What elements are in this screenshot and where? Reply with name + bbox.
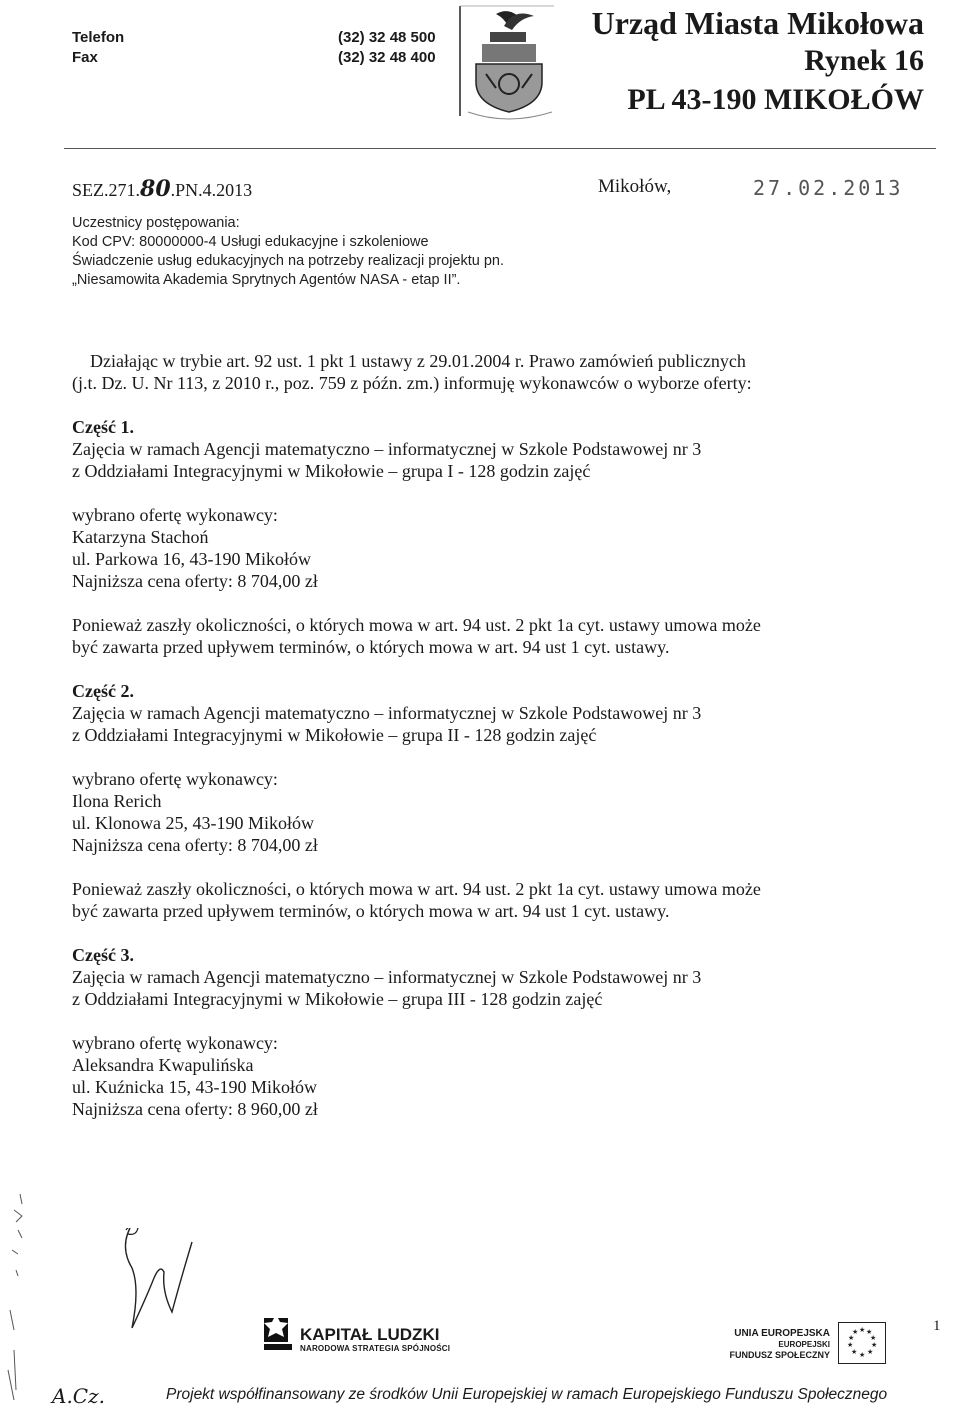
section-subject: z Oddziałami Integracyjnymi w Mikołowie – grupa III - 128 godzin zajęć bbox=[72, 989, 603, 1009]
eu-flag-icon bbox=[838, 1322, 886, 1364]
place-label: Mikołów, bbox=[598, 176, 672, 197]
recipients-block bbox=[72, 214, 504, 290]
organization-block bbox=[592, 4, 924, 120]
eu-fund-logo bbox=[700, 1328, 830, 1361]
svg-text:★: ★ bbox=[866, 1328, 873, 1336]
section-subject: z Oddziałami Integracyjnymi w Mikołowie – grupa I - 128 godzin zajęć bbox=[72, 461, 591, 481]
section-heading: Część 3. bbox=[72, 945, 134, 965]
handwritten-number: 80 bbox=[140, 176, 171, 202]
handwritten-initials: A.Cz. bbox=[52, 1384, 105, 1408]
intro-line: Działając w trybie art. 92 ust. 1 pkt 1 ustawy z 29.01.2004 r. Prawo zamówień publicznych bbox=[90, 351, 746, 371]
legal-note: Ponieważ zaszły okoliczności, o których mowa w art. 94 ust. 2 pkt 1a cyt. ustawy umowa może bbox=[72, 879, 761, 899]
page-number: 1 bbox=[933, 1318, 941, 1334]
intro-line: (j.t. Dz. U. Nr 113, z 2010 r., poz. 759 z późn. zm.) informuję wykonawców o wyborze oferty: bbox=[72, 373, 752, 393]
svg-text:★: ★ bbox=[852, 1328, 859, 1336]
section-heading: Część 1. bbox=[72, 417, 134, 437]
section-subject: Zajęcia w ramach Agencji matematyczno – informatycznej w Szkole Podstawowej nr 3 bbox=[72, 703, 702, 723]
kl-subtitle: NARODOWA STRATEGIA SPÓJNOŚCI bbox=[300, 1344, 451, 1353]
eu-sub2: FUNDUSZ SPOŁECZNY bbox=[729, 1350, 830, 1360]
fax-number: (32) 32 48 400 bbox=[338, 49, 436, 66]
offer-price: Najniższa cena oferty: 8 704,00 zł bbox=[72, 835, 318, 855]
contractor-address: ul. Kuźnicka 15, 43-190 Mikołów bbox=[72, 1077, 317, 1097]
legal-note: Ponieważ zaszły okoliczności, o których mowa w art. 94 ust. 2 pkt 1a cyt. ustawy umowa może bbox=[72, 615, 761, 635]
chosen-offer-label: wybrano ofertę wykonawcy: bbox=[72, 1033, 278, 1053]
section-subject: Zajęcia w ramach Agencji matematyczno – informatycznej w Szkole Podstawowej nr 3 bbox=[72, 967, 702, 987]
recipients-line: Świadczenie usług edukacyjnych na potrzeby realizacji projektu pn. bbox=[72, 253, 505, 269]
section-2 bbox=[72, 680, 938, 922]
kl-name: KAPITAŁ LUDZKI bbox=[300, 1325, 440, 1344]
contractor-name: Katarzyna Stachoń bbox=[72, 527, 209, 547]
section-3 bbox=[72, 944, 938, 1120]
reference-number bbox=[72, 176, 252, 202]
offer-price: Najniższa cena oferty: 8 960,00 zł bbox=[72, 1099, 318, 1119]
organization-city: PL 43-190 MIKOŁÓW bbox=[627, 83, 924, 116]
margin-scribble-icon bbox=[0, 1190, 40, 1420]
eu-name: UNIA EUROPEJSKA bbox=[734, 1328, 830, 1339]
document-body bbox=[72, 350, 938, 1120]
contact-block bbox=[72, 28, 436, 68]
svg-text:★: ★ bbox=[870, 1334, 877, 1342]
kapital-ludzki-logo bbox=[300, 1326, 450, 1354]
svg-text:★: ★ bbox=[848, 1334, 855, 1342]
chosen-offer-label: wybrano ofertę wykonawcy: bbox=[72, 505, 278, 525]
fax-label: Fax bbox=[72, 49, 98, 66]
phone-number: (32) 32 48 500 bbox=[338, 29, 436, 46]
section-heading: Część 2. bbox=[72, 681, 134, 701]
svg-text:★: ★ bbox=[871, 1341, 878, 1349]
coat-of-arms-icon bbox=[458, 4, 560, 122]
contractor-name: Aleksandra Kwapulińska bbox=[72, 1055, 254, 1075]
contractor-name: Ilona Rerich bbox=[72, 791, 162, 811]
legal-note: być zawarta przed upływem terminów, o których mowa w art. 94 ust 1 cyt. ustawy. bbox=[72, 637, 670, 657]
reference-prefix: SEZ.271. bbox=[72, 180, 141, 200]
svg-text:★: ★ bbox=[851, 1348, 858, 1356]
offer-price: Najniższa cena oferty: 8 704,00 zł bbox=[72, 571, 318, 591]
chosen-offer-label: wybrano ofertę wykonawcy: bbox=[72, 769, 278, 789]
cofinancing-note: Projekt współfinansowany ze środków Unii Europejskiej w ramach Europejskiego Funduszu Społecznego bbox=[166, 1386, 888, 1403]
contractor-address: ul. Parkowa 16, 43-190 Mikołów bbox=[72, 549, 311, 569]
organization-street: Rynek 16 bbox=[804, 44, 924, 77]
organization-name: Urząd Miasta Mikołowa bbox=[591, 5, 924, 41]
signature-icon bbox=[100, 1228, 220, 1338]
legal-note: być zawarta przed upływem terminów, o których mowa w art. 94 ust 1 cyt. ustawy. bbox=[72, 901, 670, 921]
svg-text:★: ★ bbox=[859, 1351, 866, 1359]
svg-text:★: ★ bbox=[867, 1348, 874, 1356]
svg-text:★: ★ bbox=[847, 1341, 854, 1349]
recipients-line: Kod CPV: 80000000-4 Usługi edukacyjne i szkoleniowe bbox=[72, 234, 429, 250]
svg-text:★: ★ bbox=[859, 1326, 866, 1334]
section-1 bbox=[72, 416, 938, 658]
recipients-line: Uczestnicy postępowania: bbox=[72, 215, 240, 231]
header-divider bbox=[64, 148, 936, 149]
date-stamp: 27.02.2013 bbox=[753, 176, 904, 200]
eu-sub1: EUROPEJSKI bbox=[778, 1340, 830, 1349]
section-subject: z Oddziałami Integracyjnymi w Mikołowie – grupa II - 128 godzin zajęć bbox=[72, 725, 597, 745]
recipients-line: „Niesamowita Akademia Sprytnych Agentów NASA - etap II”. bbox=[72, 272, 461, 288]
phone-label: Telefon bbox=[72, 29, 125, 46]
contractor-address: ul. Klonowa 25, 43-190 Mikołów bbox=[72, 813, 314, 833]
kapital-ludzki-logo-icon bbox=[262, 1312, 294, 1354]
section-subject: Zajęcia w ramach Agencji matematyczno – informatycznej w Szkole Podstawowej nr 3 bbox=[72, 439, 702, 459]
reference-suffix: .PN.4.2013 bbox=[170, 180, 253, 200]
